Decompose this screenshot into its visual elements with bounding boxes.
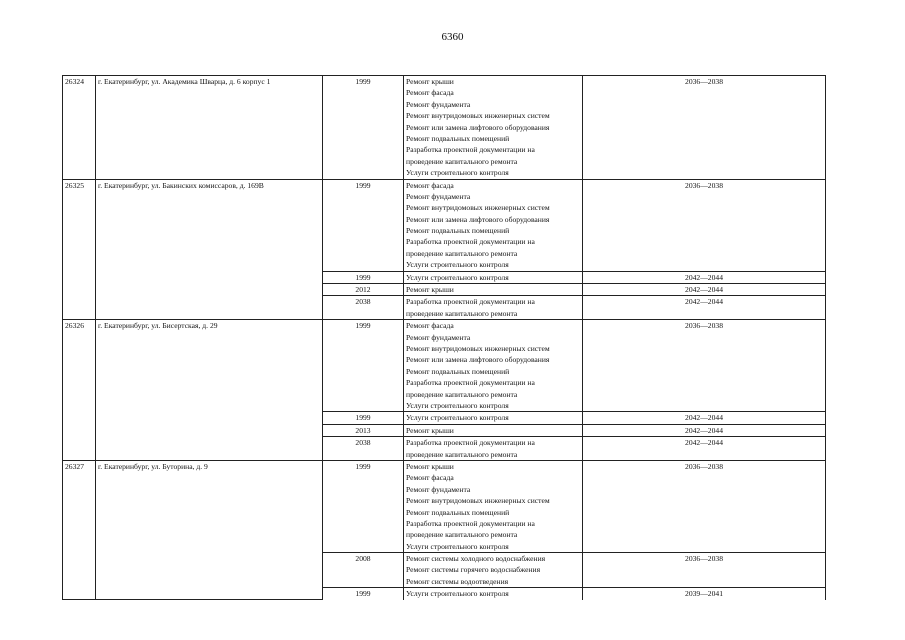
work-item: Ремонт или замена лифтового оборудования	[406, 214, 550, 224]
table-row	[63, 320, 826, 412]
work-item: Услуги строительного контроля	[406, 260, 509, 270]
works-cell	[404, 271, 583, 283]
work-item: Разработка проектной документации на	[406, 237, 535, 247]
planned-period: 2042—2044	[583, 437, 826, 461]
year-cell: 1999	[323, 76, 404, 180]
work-item: Ремонт крыши	[406, 77, 454, 86]
page-number: 6360	[441, 31, 464, 43]
record-number: 26324	[63, 76, 96, 180]
work-item: Ремонт крыши	[406, 461, 454, 471]
work-item: проведение капитального ремонта	[406, 308, 518, 318]
work-item: Ремонт фундамента	[406, 332, 471, 342]
year-cell: 2038	[323, 296, 404, 320]
building-address: г. Екатеринбург, ул. Академика Шварца, д. 6 корпус 1	[96, 76, 323, 180]
record-number: 26325	[63, 179, 96, 320]
works-cell	[404, 460, 583, 552]
work-item: Ремонт фасада	[406, 88, 454, 98]
building-address: г. Екатеринбург, ул. Бисертская, д. 29	[96, 320, 323, 461]
building-address: г. Екатеринбург, ул. Бакинских комиссаров, д. 169В	[96, 179, 323, 320]
work-item: Услуги строительного контроля	[406, 589, 509, 599]
works-cell	[404, 424, 583, 436]
work-item: Разработка проектной документации на	[406, 438, 535, 448]
works-cell	[404, 320, 583, 412]
planned-period: 2042—2044	[583, 296, 826, 320]
work-item: Ремонт внутридомовых инженерных систем	[406, 203, 550, 213]
table-row	[63, 76, 826, 180]
works-cell	[404, 437, 583, 461]
planned-period: 2042—2044	[583, 271, 826, 283]
work-item: Разработка проектной документации на	[406, 145, 535, 155]
planned-period: 2042—2044	[583, 284, 826, 296]
work-item: Услуги строительного контроля	[406, 541, 509, 551]
year-cell: 1999	[323, 460, 404, 552]
record-number: 26326	[63, 320, 96, 461]
works-cell	[404, 284, 583, 296]
work-item: Ремонт или замена лифтового оборудования	[406, 122, 550, 132]
year-cell: 1999	[323, 179, 404, 271]
work-item: проведение капитального ремонта	[406, 530, 518, 540]
year-cell: 2038	[323, 437, 404, 461]
planned-period: 2036—2038	[583, 179, 826, 271]
year-cell: 2013	[323, 424, 404, 436]
work-item: Ремонт системы горячего водоснабжения	[406, 565, 541, 575]
work-item: Ремонт или замена лифтового оборудования	[406, 355, 550, 365]
work-item: Разработка проектной документации на	[406, 518, 535, 528]
work-item: Ремонт подвальных помещений	[406, 226, 510, 236]
work-item: Ремонт подвальных помещений	[406, 133, 510, 143]
work-item: Ремонт внутридомовых инженерных систем	[406, 111, 550, 121]
planned-period: 2042—2044	[583, 424, 826, 436]
work-item: проведение капитального ремонта	[406, 389, 518, 399]
work-item: проведение капитального ремонта	[406, 156, 518, 166]
work-item: Ремонт фасада	[406, 180, 454, 190]
repair-schedule-table	[62, 75, 826, 600]
planned-period: 2036—2038	[583, 460, 826, 552]
planned-period: 2039—2041	[583, 588, 826, 600]
work-item: Ремонт фасада	[406, 321, 454, 331]
work-item: Ремонт крыши	[406, 285, 454, 295]
planned-period: 2036—2038	[583, 553, 826, 588]
work-item: Ремонт внутридомовых инженерных систем	[406, 496, 550, 506]
year-cell: 2008	[323, 553, 404, 588]
planned-period: 2036—2038	[583, 320, 826, 412]
work-item: Ремонт внутридомовых инженерных систем	[406, 344, 550, 354]
works-cell	[404, 553, 583, 588]
works-cell	[404, 412, 583, 424]
work-item: проведение капитального ремонта	[406, 449, 518, 459]
record-number: 26327	[63, 460, 96, 599]
work-item: Ремонт системы холодного водоснабжения	[406, 554, 546, 564]
year-cell: 1999	[323, 588, 404, 600]
work-item: Ремонт системы водоотведения	[406, 576, 509, 586]
work-item: Ремонт подвальных помещений	[406, 366, 510, 376]
work-item: Услуги строительного контроля	[406, 168, 509, 178]
works-cell	[404, 296, 583, 320]
year-cell: 1999	[323, 412, 404, 424]
work-item: Ремонт фундамента	[406, 484, 471, 494]
work-item: Услуги строительного контроля	[406, 272, 509, 282]
table-row	[63, 460, 826, 552]
work-item: Разработка проектной документации на	[406, 378, 535, 388]
work-item: Ремонт фасада	[406, 473, 454, 483]
table-row	[63, 179, 826, 271]
planned-period: 2036—2038	[583, 76, 826, 180]
year-cell: 2012	[323, 284, 404, 296]
year-cell: 1999	[323, 320, 404, 412]
work-item: Ремонт фундамента	[406, 99, 471, 109]
table-body	[63, 76, 826, 600]
work-item: проведение капитального ремонта	[406, 248, 518, 258]
work-item: Услуги строительного контроля	[406, 413, 509, 423]
work-item: Ремонт фундамента	[406, 191, 471, 201]
work-item: Разработка проектной документации на	[406, 297, 535, 307]
works-cell	[404, 588, 583, 600]
works-cell	[404, 179, 583, 271]
planned-period: 2042—2044	[583, 412, 826, 424]
year-cell: 1999	[323, 271, 404, 283]
building-address: г. Екатеринбург, ул. Буторина, д. 9	[96, 460, 323, 599]
works-cell	[404, 76, 583, 180]
work-item: Ремонт крыши	[406, 425, 454, 435]
work-item: Ремонт подвальных помещений	[406, 507, 510, 517]
work-item: Услуги строительного контроля	[406, 400, 509, 410]
